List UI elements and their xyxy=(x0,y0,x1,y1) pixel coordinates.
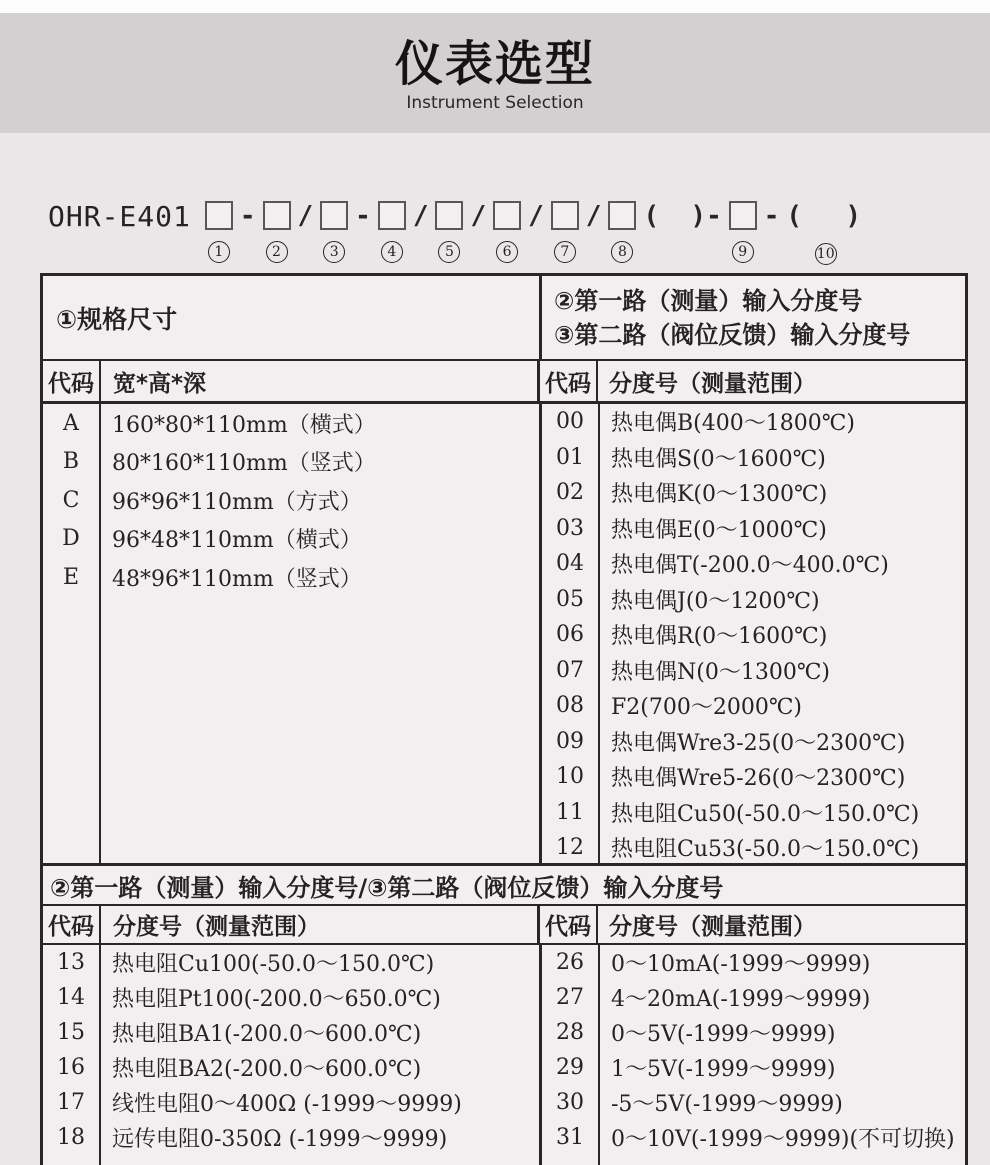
model-code-slot xyxy=(786,201,865,265)
input-code: 09 xyxy=(556,728,584,754)
input-desc-column xyxy=(600,945,965,1165)
input-code: 27 xyxy=(556,985,584,1010)
input-desc: 热电阻Cu100(-50.0～150.0℃) xyxy=(112,952,435,977)
model-code-box xyxy=(729,201,757,230)
section2-right-half xyxy=(542,945,965,1165)
input-desc: F2(700～2000℃) xyxy=(611,695,803,721)
input-code: 29 xyxy=(556,1055,584,1080)
section1-right-half xyxy=(542,404,965,863)
input-code: 04 xyxy=(556,551,584,577)
input-code: 17 xyxy=(57,1090,85,1115)
model-code-box xyxy=(493,201,521,230)
section1-column-headers xyxy=(43,361,965,404)
input-desc: 热电偶J(0～1200℃) xyxy=(611,588,820,614)
column-header-code: 代码 xyxy=(540,906,598,943)
size-desc: 48*96*110mm（竖式） xyxy=(112,566,362,592)
input-desc: 热电阻Cu50(-50.0～150.0℃) xyxy=(611,801,920,827)
model-code-slot xyxy=(263,201,291,263)
model-code-slot xyxy=(435,201,463,263)
model-separator: - xyxy=(239,201,256,231)
size-code-column xyxy=(43,404,101,863)
input-code: 05 xyxy=(556,586,584,612)
input-desc: 热电阻BA2(-200.0～600.0℃) xyxy=(112,1057,422,1082)
section1-right-header-line1: ②第一路（测量）输入分度号 xyxy=(554,286,863,315)
position-number-badge: 6 xyxy=(496,241,518,263)
model-code-slot xyxy=(551,201,579,263)
input-desc: 热电阻BA1(-200.0～600.0℃) xyxy=(112,1022,422,1047)
size-desc: 80*160*110mm（竖式） xyxy=(112,451,376,477)
model-separator: ( )- xyxy=(643,201,722,231)
column-header-dimensions: 宽*高*深 xyxy=(101,361,540,401)
model-separator: - xyxy=(763,201,780,231)
model-code-slot xyxy=(493,201,521,263)
section1-header-row xyxy=(43,276,965,361)
input-code: 11 xyxy=(556,799,584,825)
input-desc: 0～10V(-1999～9999)(不可切换) xyxy=(611,1127,955,1152)
position-number-badge: 7 xyxy=(554,241,576,263)
input-desc: 线性电阻0～400Ω (-1999～9999) xyxy=(112,1092,462,1117)
input-desc: 热电偶N(0～1300℃) xyxy=(611,659,831,685)
input-desc: 0～10mA(-1999～9999) xyxy=(611,952,871,977)
model-separator: / xyxy=(297,201,314,231)
input-code: 07 xyxy=(556,657,584,683)
input-code: 28 xyxy=(556,1020,584,1045)
size-desc-column xyxy=(101,404,539,863)
position-number-badge: 1 xyxy=(208,241,230,263)
size-code: D xyxy=(62,526,80,552)
input-code: 15 xyxy=(57,1020,85,1045)
input-desc: 4～20mA(-1999～9999) xyxy=(611,987,871,1012)
model-separator: - xyxy=(355,201,371,231)
input-desc: 热电偶Wre3-25(0～2300℃) xyxy=(611,730,906,756)
model-code-slot xyxy=(378,201,406,263)
model-code-box xyxy=(263,201,291,230)
size-desc: 160*80*110mm（横式） xyxy=(112,412,376,438)
size-desc: 96*96*110mm（方式） xyxy=(112,489,362,515)
input-code: 12 xyxy=(556,835,584,861)
model-code-box xyxy=(320,201,348,230)
position-number-badge: 9 xyxy=(732,241,754,263)
model-code-box xyxy=(378,201,406,230)
size-code: E xyxy=(62,564,80,590)
section1-left-header: ①规格尺寸 xyxy=(43,276,542,359)
input-desc: 1～5V(-1999～9999) xyxy=(611,1057,836,1082)
input-desc: 热电偶B(400～1800℃) xyxy=(611,411,855,437)
input-desc: -5～5V(-1999～9999) xyxy=(611,1092,843,1117)
column-header-code: 代码 xyxy=(43,361,101,401)
input-code: 02 xyxy=(556,480,584,506)
model-code-slot xyxy=(320,201,348,263)
model-code-slot xyxy=(205,201,233,263)
model-separator: / xyxy=(470,201,487,231)
input-desc: 热电偶Wre5-26(0～2300℃) xyxy=(611,766,906,792)
section2-header: ②第一路（测量）输入分度号/③第二路（阀位反馈）输入分度号 xyxy=(43,866,965,906)
size-code: C xyxy=(62,487,80,513)
input-code: 31 xyxy=(556,1125,584,1150)
model-prefix: OHR-E401 xyxy=(48,200,191,233)
column-header-range: 分度号（测量范围） xyxy=(101,906,540,943)
model-code-slots xyxy=(205,201,865,265)
size-code: A xyxy=(63,410,79,436)
input-code-column xyxy=(43,945,101,1165)
selection-table xyxy=(40,273,968,1165)
input-code: 03 xyxy=(556,515,584,541)
input-desc-column xyxy=(101,945,539,1165)
model-code-slot xyxy=(608,201,636,263)
input-code: 01 xyxy=(556,444,584,470)
section1-data xyxy=(43,404,965,866)
model-code-box xyxy=(205,201,233,230)
size-code: B xyxy=(62,449,80,475)
section1-right-header-line2: ③第二路（阀位反馈）输入分度号 xyxy=(554,320,911,349)
input-desc: 远传电阻0-350Ω (-1999～9999) xyxy=(112,1127,448,1152)
column-header-code: 代码 xyxy=(43,906,101,943)
input-desc: 热电阻Cu53(-50.0～150.0℃) xyxy=(611,837,920,863)
input-code: 00 xyxy=(556,409,584,435)
input-code: 08 xyxy=(556,693,584,719)
model-code-box xyxy=(551,201,579,230)
column-header-range: 分度号（测量范围） xyxy=(609,914,816,940)
input-desc: 热电偶T(-200.0～400.0℃) xyxy=(611,553,889,579)
column-header-code: 代码 xyxy=(540,361,598,401)
model-code-slot xyxy=(729,201,757,263)
section1-left-half xyxy=(43,404,542,863)
input-desc: 热电偶R(0～1600℃) xyxy=(611,624,828,650)
page-subtitle: Instrument Selection xyxy=(406,93,584,114)
input-code: 06 xyxy=(556,622,584,648)
input-desc-column xyxy=(600,404,965,863)
model-code-box xyxy=(608,201,636,230)
input-code-column xyxy=(542,945,600,1165)
input-code: 16 xyxy=(57,1055,85,1080)
page-title: 仪表选型 xyxy=(394,36,595,92)
size-desc: 96*48*110mm（横式） xyxy=(112,528,362,554)
section2-left-half xyxy=(43,945,542,1165)
model-separator: / xyxy=(585,201,602,231)
position-number-badge: 3 xyxy=(323,241,345,263)
model-separator: / xyxy=(412,201,429,231)
title-band xyxy=(0,13,990,133)
input-desc: 热电阻Pt100(-200.0～650.0℃) xyxy=(112,987,441,1012)
input-desc: 热电偶S(0～1600℃) xyxy=(611,446,826,472)
section2-column-headers xyxy=(43,906,965,945)
section1-right-header xyxy=(542,276,965,359)
model-paren-slot: ( ) xyxy=(786,201,866,231)
model-code-diagram xyxy=(48,201,980,265)
column-header-range: 分度号（测量范围） xyxy=(609,370,816,397)
input-code: 30 xyxy=(556,1090,584,1115)
input-desc: 热电偶K(0～1300℃) xyxy=(611,482,828,508)
input-desc: 0～5V(-1999～9999) xyxy=(611,1022,836,1047)
model-code-box xyxy=(435,201,463,230)
input-code: 14 xyxy=(57,985,85,1010)
input-code: 26 xyxy=(556,950,584,975)
position-number-badge: 8 xyxy=(611,241,633,263)
input-desc: 热电偶E(0～1000℃) xyxy=(611,517,827,543)
position-number-badge: 2 xyxy=(266,241,288,263)
input-code: 13 xyxy=(57,950,85,975)
section2-data xyxy=(43,945,965,1165)
input-code-column xyxy=(542,404,600,863)
position-number-badge: 4 xyxy=(381,241,403,263)
top-margin-strip xyxy=(0,0,990,13)
position-number-badge: 5 xyxy=(438,241,460,263)
input-code: 10 xyxy=(556,764,584,790)
model-separator: / xyxy=(528,201,544,231)
position-number-badge: 10 xyxy=(815,243,837,265)
input-code: 18 xyxy=(57,1125,85,1150)
